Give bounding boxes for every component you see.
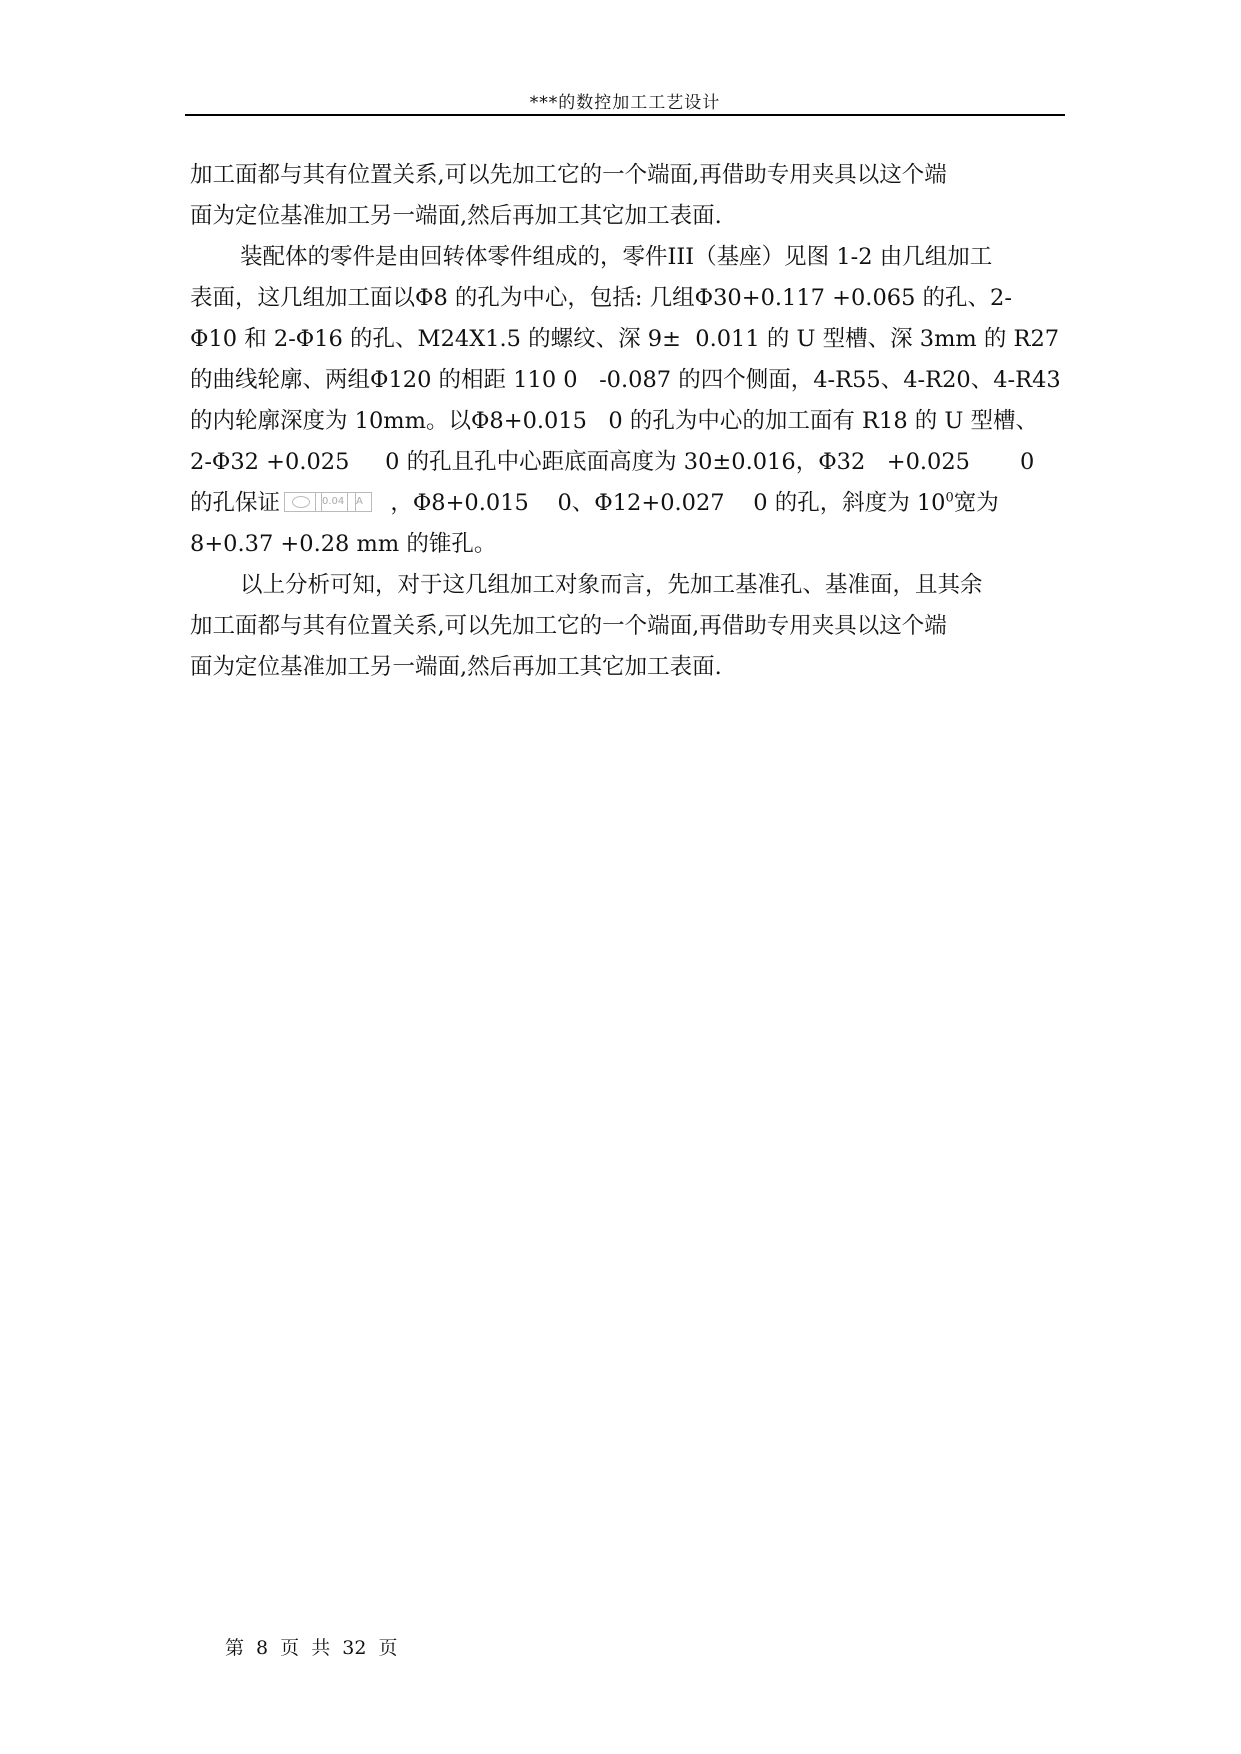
text-line: 加工面都与其有位置关系,可以先加工它的一个端面,再借助专用夹具以这个端	[190, 613, 947, 639]
concentricity-tolerance-frame	[284, 492, 372, 512]
text-segment: 宽为	[953, 490, 999, 516]
text-line-with-tolerance-frame	[190, 483, 1070, 524]
text-line: 2-Φ32 +0.025 0 的孔且孔中心距底面高度为 30±0.016，Φ32 +0.025 0	[190, 449, 1035, 475]
text-line: 以上分析可知，对于这几组加工对象而言，先加工基准孔、基准面，且其余	[240, 572, 983, 598]
concentricity-icon	[292, 496, 310, 508]
header-divider	[185, 114, 1065, 116]
text-line: 的曲线轮廓、两组Φ120 的相距 110 0 -0.087 的四个侧面，4-R55、4-R20、4-R43	[190, 367, 1061, 393]
text-line: 面为定位基准加工另一端面,然后再加工其它加工表面.	[190, 203, 722, 229]
document-body	[190, 155, 1070, 688]
text-line: Φ10 和 2-Φ16 的孔、M24X1.5 的螺纹、深 9± 0.011 的 U 型槽、深 3mm 的 R27	[190, 326, 1060, 352]
text-line: 装配体的零件是由回转体零件组成的，零件III（基座）见图 1-2 由几组加工	[240, 244, 993, 270]
text-line: 加工面都与其有位置关系,可以先加工它的一个端面,再借助专用夹具以这个端	[190, 162, 947, 188]
text-line: 的内轮廓深度为 10mm。以Φ8+0.015 0 的孔为中心的加工面有 R18 的 U 型槽、	[190, 408, 1039, 434]
text-line: 8+0.37 +0.28 mm 的锥孔。	[190, 531, 497, 557]
degree-superscript: 0	[945, 490, 954, 506]
page-footer-number: 第 8 页 共 32 页	[225, 1637, 398, 1659]
text-line: 表面，这几组加工面以Φ8 的孔为中心，包括: 几组Φ30+0.117 +0.065 的孔、2-	[190, 285, 1012, 311]
text-line: 面为定位基准加工另一端面,然后再加工其它加工表面.	[190, 654, 722, 680]
tolerance-value: 0.04	[321, 493, 344, 511]
page-header-title: ***的数控加工工艺设计	[529, 93, 721, 113]
datum-letter: A	[355, 493, 363, 511]
text-segment: 的孔保证	[190, 490, 281, 516]
text-segment: ，Φ8+0.015 0、Φ12+0.027 0 的孔，斜度为 10	[376, 490, 946, 516]
